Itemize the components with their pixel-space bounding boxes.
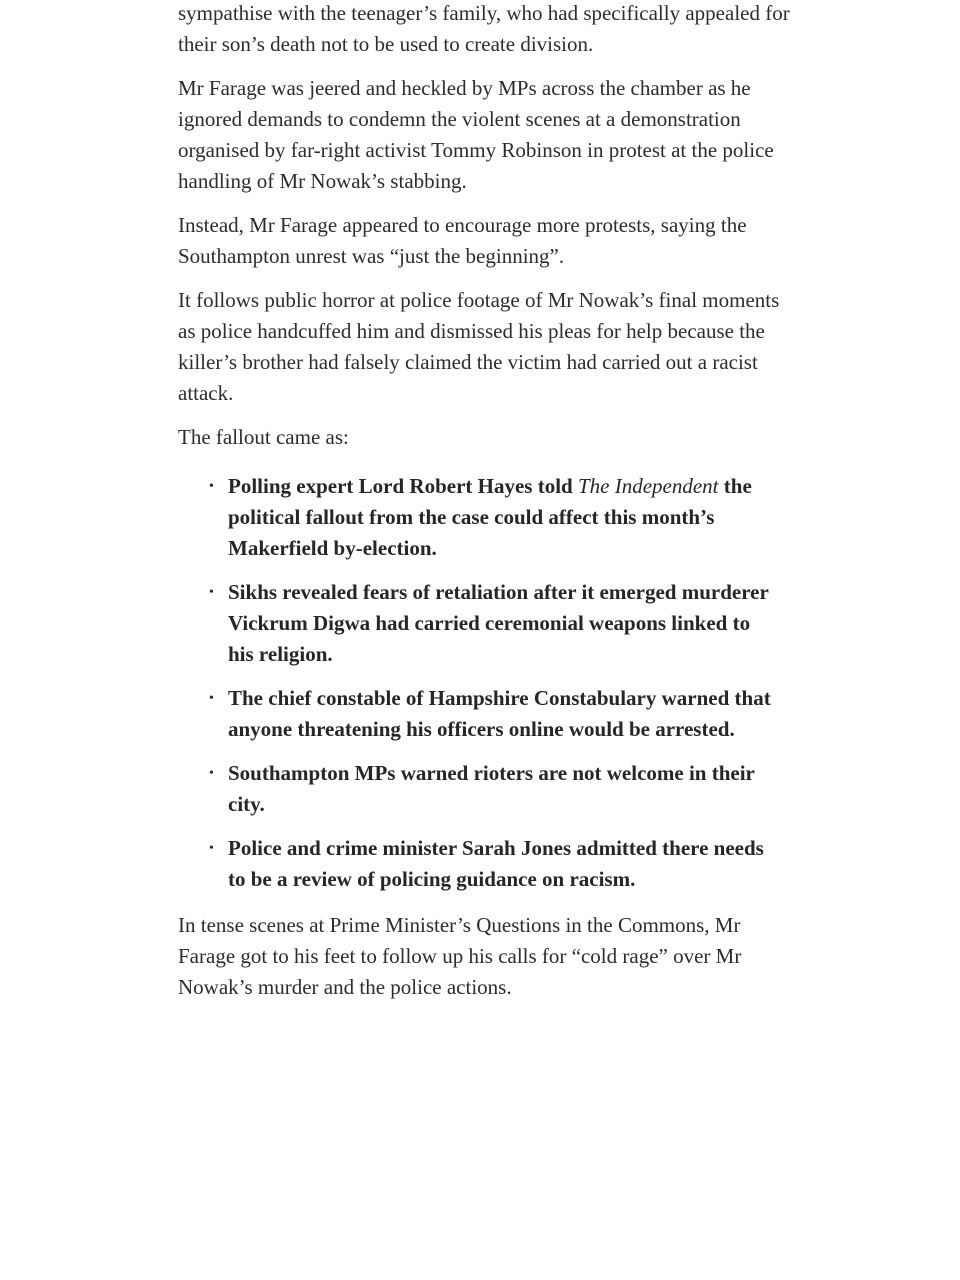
article-paragraph: In tense scenes at Prime Minister’s Questions in the Commons, Mr Farage got to his feet to follow up his calls for “cold rage” over Mr Nowak’s murder and the police actions. [178,913,742,999]
bullet-text: Police and crime minister Sarah Jones admitted there needs to be a review of policing guidance on racism. [228,836,764,891]
bullet-dot-icon: • [209,691,214,706]
bullet-text: The chief constable of Hampshire Constabulary warned that anyone threatening his officers online would be arrested. [228,686,771,741]
bullet-item [209,833,778,895]
bullet-item [209,758,778,820]
bullet-dot-icon: • [209,766,214,781]
bullet-item [209,471,778,564]
bullet-text: Sikhs revealed fears of retaliation after it emerged murderer Vickrum Digwa had carried ceremonial weapons linked to his religion. [228,580,769,666]
bullet-dot-icon: • [209,585,214,600]
bullet-item [209,683,778,745]
fallout-bullet-list [178,471,790,895]
bullet-dot-icon: • [209,479,214,494]
bullet-text: the political fallout from the case could affect this month’s Makerfield by-election. [228,474,752,560]
article-paragraph: Instead, Mr Farage appeared to encourage more protests, saying the Southampton unrest was “just the beginning”. [178,213,747,268]
article-paragraph: The fallout came as: [178,425,349,449]
article-body [178,0,790,1016]
bullet-text: Polling expert Lord Robert Hayes told [228,474,578,498]
publication-name: The Independent [577,474,719,498]
bullet-text: Southampton MPs warned rioters are not welcome in their city. [228,761,755,816]
article-paragraph: It follows public horror at police footage of Mr Nowak’s final moments as police handcuffed him and dismissed his pleas for help because the killer’s brother had falsely claimed the victim had carried out a racist attack. [178,288,780,405]
article-paragraph: Mr Farage was jeered and heckled by MPs across the chamber as he ignored demands to condemn the violent scenes at a demonstration organised by far-right activist Tommy Robinson in protest at the police handling of Mr Nowak’s stabbing. [178,76,774,193]
article-paragraph: sympathise with the teenager’s family, who had specifically appealed for their son’s death not to be used to create division. [178,1,790,56]
bullet-item [209,577,778,670]
bullet-dot-icon: • [209,841,214,856]
